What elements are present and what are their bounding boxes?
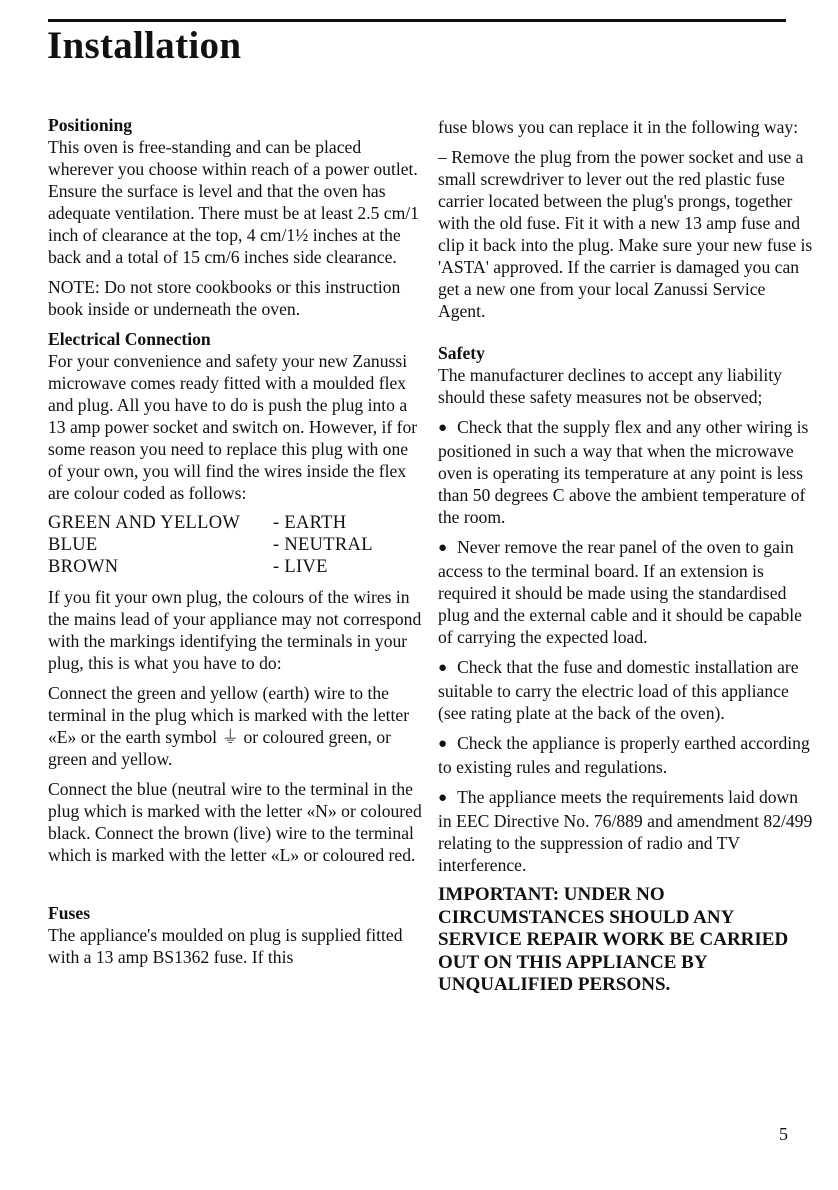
green-wire-text: Connect the green and yellow (earth) wire to the terminal in the plug which is marked with the letter «E» or the earth symbol ⏚ or coloured green, or green and yellow. (48, 683, 410, 769)
wire-colour: BROWN (48, 557, 119, 577)
wire-row-live (48, 556, 426, 578)
safety-bullet: ● Never remove the rear panel of the oven to gain access to the terminal board. If an extension is required it should be made using the standardised plug and the external cable and it should be capable of carrying the expected load. (438, 536, 816, 648)
electrical-heading: Electrical Connection (48, 329, 211, 349)
wire-colour: BLUE (48, 535, 98, 555)
right-column (438, 116, 816, 997)
safety-intro: The manufacturer declines to accept any liability should these safety measures not be observed; (438, 365, 782, 407)
blue-wire-text: Connect the blue (neutral wire to the terminal in the plug which is marked with the letter «N» or coloured black. Connect the brown (live) wire to the terminal which is marked with the letter «L» or coloured red. (48, 779, 422, 865)
note-text: NOTE: Do not store cookbooks or this instruction book inside or underneath the oven. (48, 277, 401, 319)
safety-heading: Safety (438, 343, 485, 363)
positioning-heading: Positioning (48, 115, 133, 135)
safety-bullet: ● The appliance meets the requirements laid down in EEC Directive No. 76/889 and amendment 82/499 relating to the suppression of radio and TV interference. (438, 786, 816, 876)
fuse-steps-text: – Remove the plug from the power socket and use a small screwdriver to lever out the red plastic fuse carrier located between the plug's prongs, together with the old fuse. Fit it with a new 13 amp fuse and clip it back into the plug. Make sure your new fuse is 'ASTA' approved. If the carrier is damaged you can get a new one from your local Zanussi Service Agent. (438, 147, 813, 321)
safety-bullet: ● Check that the fuse and domestic installation are suitable to carry the electric load of this appliance (see rating plate at the back of the oven). (438, 656, 816, 724)
fuse-continued-text: fuse blows you can replace it in the following way: (438, 117, 799, 137)
wire-function: - EARTH (273, 513, 347, 533)
fuses-text: The appliance's moulded on plug is supplied fitted with a 13 amp BS1362 fuse. If this (48, 925, 403, 967)
safety-bullet: ● Check the appliance is properly earthed according to existing rules and regulations. (438, 732, 816, 778)
safety-bullet: ● Check that the supply flex and any other wiring is positioned in such a way that when the microwave oven is operating its temperature at any point is less than 50 degrees C above the ambient temperature of the room. (438, 416, 816, 528)
electrical-text: For your convenience and safety your new Zanussi microwave comes ready fitted with a moulded flex and plug. All you have to do is push the plug into a 13 amp power socket and switch on. However, if for some reason you need to replace this plug with one of your own, you will find the wires inside the flex are colour coded as follows: (48, 351, 418, 503)
wire-row-earth (48, 512, 426, 534)
left-column (48, 114, 426, 976)
page-title: Installation (47, 24, 242, 67)
own-plug-text: If you fit your own plug, the colours of the wires in the mains lead of your appliance may not correspond with the markings identifying the terminals in your plug, this is what you have to do: (48, 587, 422, 673)
wire-function: - LIVE (273, 557, 328, 577)
fuses-heading: Fuses (48, 903, 91, 923)
page-number: 5 (779, 1124, 788, 1144)
wire-colour: GREEN AND YELLOW (48, 513, 241, 533)
wire-function: - NEUTRAL (273, 535, 373, 555)
wire-colour-table (48, 512, 426, 578)
positioning-text: This oven is free-standing and can be placed wherever you choose within reach of a power outlet. Ensure the surface is level and that the oven has adequate ventilation. There must be at least 2.5 cm/1 inch of clearance at the top, 4 cm/1½ inches at the back and a total of 15 cm/6 inches side clearance. (48, 137, 419, 267)
important-warning: IMPORTANT: UNDER NO CIRCUMSTANCES SHOULD ANY SERVICE REPAIR WORK BE CARRIED OUT ON THIS APPLIANCE BY UNQUALIFIED PERSONS. (438, 884, 789, 995)
wire-row-neutral (48, 534, 426, 556)
